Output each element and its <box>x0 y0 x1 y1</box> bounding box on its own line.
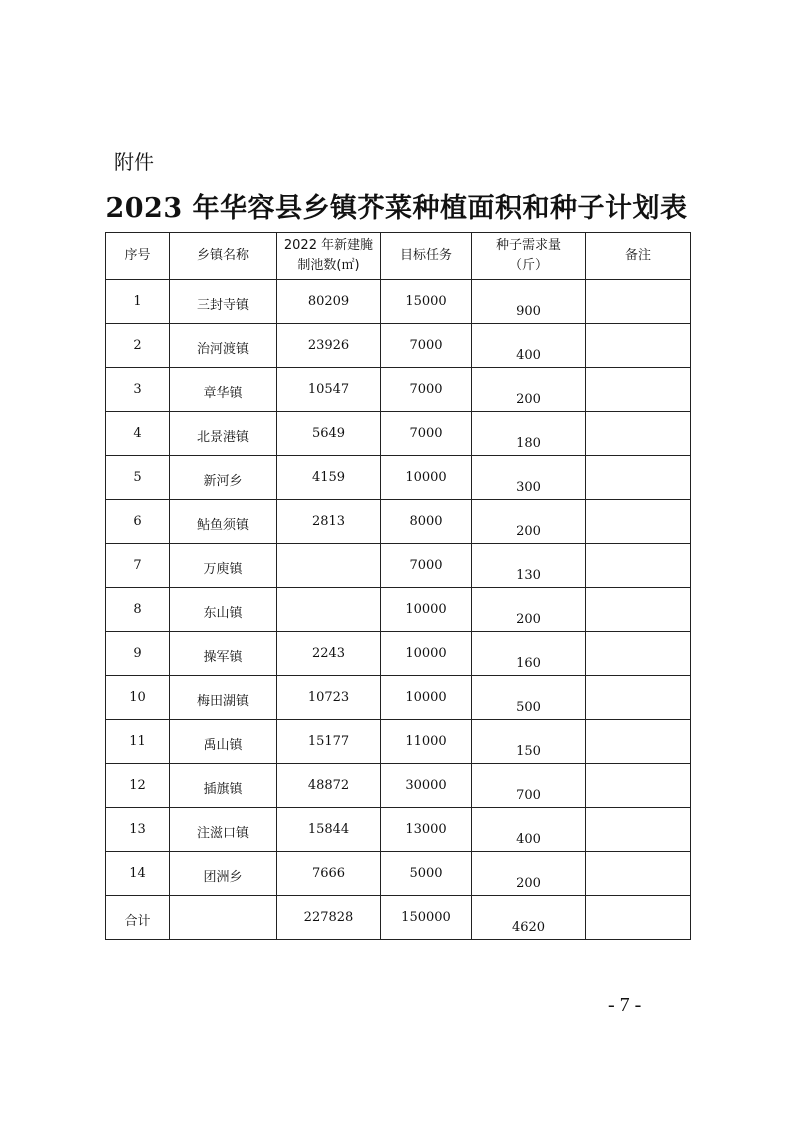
cell-town: 操军镇 <box>170 632 277 676</box>
table-row <box>106 808 691 852</box>
cell-target: 7000 <box>381 368 472 412</box>
page-number: - 7 - <box>608 994 642 1016</box>
table-row <box>106 412 691 456</box>
cell-target: 13000 <box>381 808 472 852</box>
cell-town: 新河乡 <box>170 456 277 500</box>
total-seed: 4620 <box>472 896 586 940</box>
cell-target: 10000 <box>381 632 472 676</box>
header-seed-line1: 种子需求量 <box>495 238 561 253</box>
cell-seed: 150 <box>472 720 586 764</box>
table-row <box>106 676 691 720</box>
cell-remark <box>586 500 691 544</box>
table-row <box>106 324 691 368</box>
cell-seed: 200 <box>472 368 586 412</box>
cell-seq: 13 <box>106 808 170 852</box>
cell-seq: 14 <box>106 852 170 896</box>
cell-seed: 700 <box>472 764 586 808</box>
cell-remark <box>586 720 691 764</box>
cell-ponds: 5649 <box>277 412 381 456</box>
cell-remark <box>586 764 691 808</box>
header-seq: 序号 <box>106 233 170 280</box>
cell-town: 治河渡镇 <box>170 324 277 368</box>
cell-target: 11000 <box>381 720 472 764</box>
cell-target: 10000 <box>381 676 472 720</box>
attachment-label: 附件 <box>114 150 154 174</box>
cell-seq: 3 <box>106 368 170 412</box>
cell-ponds: 4159 <box>277 456 381 500</box>
cell-ponds: 15177 <box>277 720 381 764</box>
cell-seq: 4 <box>106 412 170 456</box>
table-row <box>106 500 691 544</box>
cell-ponds: 80209 <box>277 280 381 324</box>
cell-seed: 400 <box>472 808 586 852</box>
cell-town: 三封寺镇 <box>170 280 277 324</box>
header-target: 目标任务 <box>381 233 472 280</box>
cell-town: 插旗镇 <box>170 764 277 808</box>
cell-remark <box>586 588 691 632</box>
header-ponds <box>277 233 381 280</box>
header-ponds-line1: 2022 年新建腌 <box>283 238 374 253</box>
total-remark <box>586 896 691 940</box>
cell-town: 禹山镇 <box>170 720 277 764</box>
header-seed <box>472 233 586 280</box>
cell-ponds: 10723 <box>277 676 381 720</box>
cell-target: 30000 <box>381 764 472 808</box>
cell-ponds <box>277 588 381 632</box>
cell-seq: 1 <box>106 280 170 324</box>
total-target: 150000 <box>381 896 472 940</box>
cell-remark <box>586 412 691 456</box>
cell-seq: 8 <box>106 588 170 632</box>
cell-seq: 11 <box>106 720 170 764</box>
cell-seq: 10 <box>106 676 170 720</box>
cell-seq: 9 <box>106 632 170 676</box>
cell-town: 万庾镇 <box>170 544 277 588</box>
cell-remark <box>586 280 691 324</box>
cell-seed: 200 <box>472 852 586 896</box>
cell-remark <box>586 368 691 412</box>
cell-target: 5000 <box>381 852 472 896</box>
cell-town: 东山镇 <box>170 588 277 632</box>
cell-ponds <box>277 544 381 588</box>
cell-remark <box>586 324 691 368</box>
cell-remark <box>586 544 691 588</box>
cell-target: 15000 <box>381 280 472 324</box>
cell-town: 梅田湖镇 <box>170 676 277 720</box>
cell-ponds: 7666 <box>277 852 381 896</box>
header-seed-line2: （斤） <box>508 258 548 273</box>
table-row <box>106 852 691 896</box>
cell-ponds: 2813 <box>277 500 381 544</box>
cell-target: 10000 <box>381 456 472 500</box>
cell-seed: 400 <box>472 324 586 368</box>
total-ponds: 227828 <box>277 896 381 940</box>
cell-seq: 12 <box>106 764 170 808</box>
cell-remark <box>586 632 691 676</box>
table-row <box>106 280 691 324</box>
table-row <box>106 632 691 676</box>
cell-town: 团洲乡 <box>170 852 277 896</box>
cell-ponds: 48872 <box>277 764 381 808</box>
cell-remark <box>586 852 691 896</box>
cell-ponds: 2243 <box>277 632 381 676</box>
total-label: 合计 <box>106 896 170 940</box>
total-town <box>170 896 277 940</box>
header-ponds-line2: 制池数(㎡) <box>297 258 360 273</box>
table-row <box>106 456 691 500</box>
plan-table <box>105 232 691 940</box>
table-header-row <box>106 233 691 280</box>
cell-seed: 200 <box>472 500 586 544</box>
cell-seed: 900 <box>472 280 586 324</box>
cell-town: 注滋口镇 <box>170 808 277 852</box>
cell-town: 鲇鱼须镇 <box>170 500 277 544</box>
cell-town: 章华镇 <box>170 368 277 412</box>
cell-seed: 200 <box>472 588 586 632</box>
header-town: 乡镇名称 <box>170 233 277 280</box>
cell-target: 7000 <box>381 412 472 456</box>
cell-ponds: 23926 <box>277 324 381 368</box>
cell-seed: 160 <box>472 632 586 676</box>
cell-town: 北景港镇 <box>170 412 277 456</box>
cell-seed: 500 <box>472 676 586 720</box>
cell-remark <box>586 456 691 500</box>
cell-target: 10000 <box>381 588 472 632</box>
cell-remark <box>586 808 691 852</box>
cell-seq: 5 <box>106 456 170 500</box>
cell-target: 8000 <box>381 500 472 544</box>
cell-seed: 300 <box>472 456 586 500</box>
cell-seq: 2 <box>106 324 170 368</box>
header-remark: 备注 <box>586 233 691 280</box>
cell-seq: 6 <box>106 500 170 544</box>
table-row <box>106 368 691 412</box>
cell-seed: 180 <box>472 412 586 456</box>
cell-target: 7000 <box>381 544 472 588</box>
table-row <box>106 588 691 632</box>
cell-ponds: 10547 <box>277 368 381 412</box>
table-row <box>106 720 691 764</box>
cell-remark <box>586 676 691 720</box>
table-row <box>106 544 691 588</box>
cell-seed: 130 <box>472 544 586 588</box>
total-row <box>106 896 691 940</box>
document-title: 2023 年华容县乡镇芥菜种植面积和种子计划表 <box>105 193 688 224</box>
cell-seq: 7 <box>106 544 170 588</box>
cell-target: 7000 <box>381 324 472 368</box>
table-row <box>106 764 691 808</box>
cell-ponds: 15844 <box>277 808 381 852</box>
